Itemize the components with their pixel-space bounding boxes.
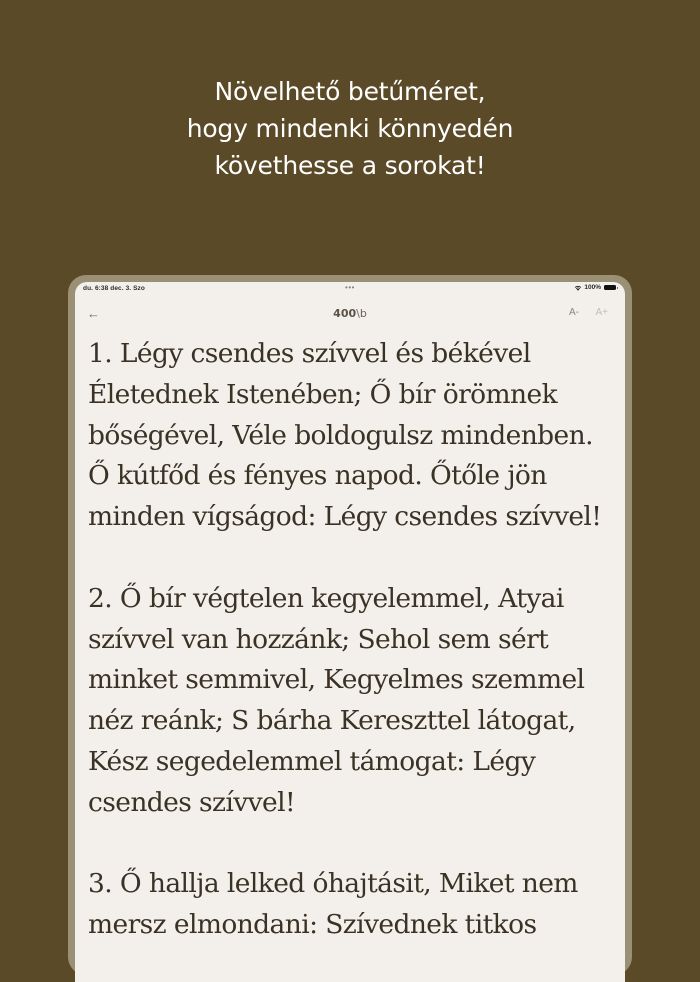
hymn-line: Életednek Istenében; Ő bír örömnek: [88, 378, 558, 410]
hymn-line: 2. Ő bír végtelen kegyelemmel, Atyai: [88, 582, 564, 614]
promo-headline: [0, 73, 700, 184]
hymn-number: 400: [333, 307, 357, 320]
hymn-line: 3. Ő hallja lelked óhajtásit, Miket nem: [88, 868, 578, 900]
hymn-line: csendes szívvel!: [88, 786, 296, 818]
wifi-icon: [574, 285, 582, 291]
stanza-1: [88, 334, 615, 538]
back-arrow-icon[interactable]: ←: [87, 306, 100, 321]
hymn-line: 1. Légy csendes szívvel és békével: [88, 338, 531, 369]
hymn-line: bőségével, Véle boldogulsz mindenben.: [88, 419, 593, 451]
battery-icon: [604, 285, 616, 290]
font-decrease-button[interactable]: A-: [569, 307, 579, 318]
hymn-line: minket semmivel, Kegyelmes szemmel: [88, 664, 585, 696]
tablet-screen: [75, 282, 625, 982]
tablet-frame: [68, 275, 632, 975]
hymn-line: néz reánk; S bárha Kereszttel látogat,: [88, 705, 576, 737]
status-indicators: [574, 284, 616, 291]
multitasking-dots-icon[interactable]: •••: [345, 283, 355, 292]
headline-line: hogy mindenki könnyedén: [186, 114, 514, 143]
hymn-line: mersz elmondani: Szívednek titkos: [88, 909, 537, 941]
hymn-line: Ő kútfőd és fényes napod. Őtőle jön: [88, 460, 547, 492]
status-time-date: du. 6:38 dec. 3. Szo: [83, 285, 145, 292]
nav-bar: [75, 302, 625, 326]
stanza-2: [88, 579, 615, 824]
hymn-line: szívvel van hozzánk; Sehol sem sért: [88, 623, 549, 655]
hymn-number-suffix: \b: [356, 307, 367, 320]
headline-line: követhesse a sorokat!: [214, 151, 486, 180]
headline-line: Növelhető betűméret,: [214, 77, 486, 106]
battery-percent: 100%: [584, 284, 601, 291]
status-bar: [75, 282, 625, 296]
hymn-text: [88, 334, 615, 982]
hymn-line: minden vígságod: Légy csendes szívvel!: [88, 501, 602, 533]
font-increase-button[interactable]: A+: [595, 307, 608, 318]
hymn-line: Kész segedelemmel támogat: Légy: [88, 745, 536, 777]
hymn-number-title: [333, 307, 367, 320]
